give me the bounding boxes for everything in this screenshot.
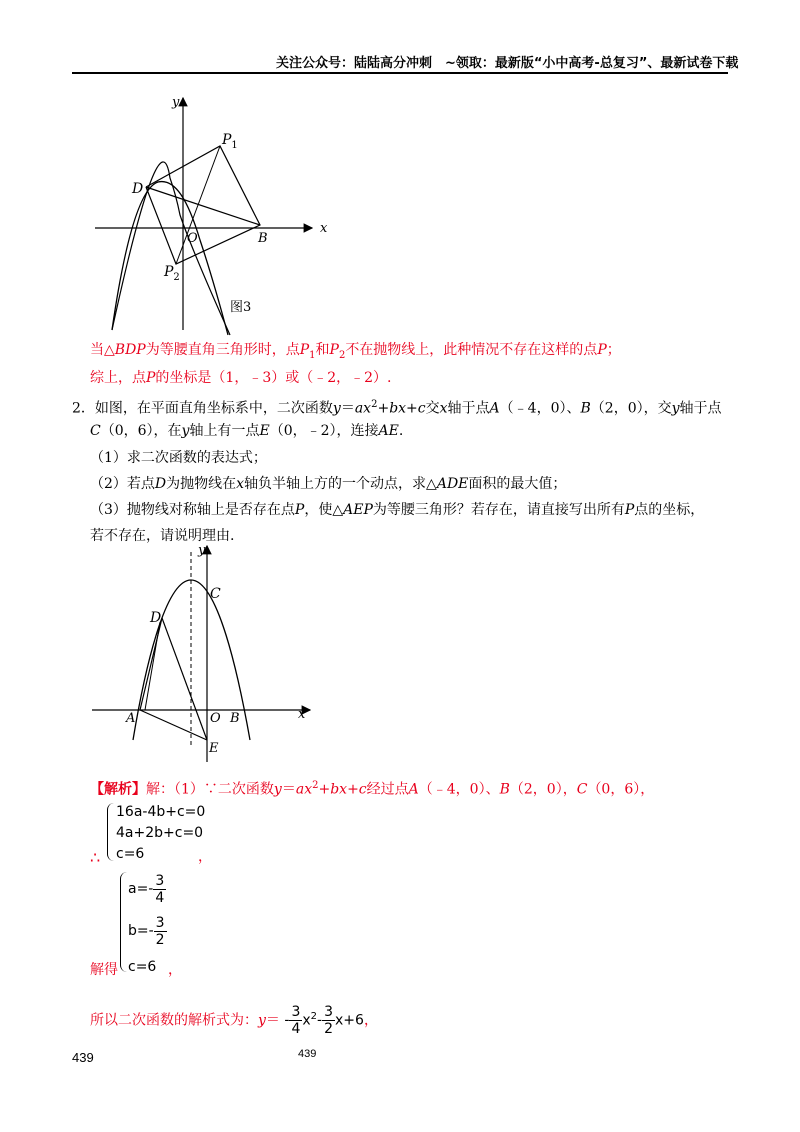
system1-comma: ， — [198, 849, 212, 865]
analysis-line1: 【解析】解：（1）∵二次函数$y=ax^2+bx+c$经过点A（﹣4，0）、B（2，0），C（0，6）， — [90, 780, 655, 798]
problem2-q3b: 若不存在，请说明理由. — [90, 528, 235, 544]
parabola — [112, 162, 230, 335]
solution1-line2: 综上，点P的坐标是（1，﹣3）或（﹣2，﹣2）. — [90, 370, 392, 386]
system2-b: b=- $\frac{3}{2}$ — [128, 914, 165, 948]
system2-a: a=- $\frac{3}{4}$ — [128, 872, 165, 906]
fig2-label-d: D — [150, 610, 162, 626]
fig1-label-o: O — [187, 231, 198, 246]
system1-eq2: 4a+2b+c=0 — [116, 825, 204, 841]
problem2-q2: （2）若点D为抛物线在x轴负半轴上方的一个动点，求△ADE面积的最大值； — [90, 476, 567, 492]
problem2-line1: 2．如图，在平面直角坐标系中，二次函数$y=ax^2+bx+c$交x轴于点A（﹣4，0）、B（2，0），交y轴于点 — [72, 399, 722, 417]
problem2-q1: （1）求二次函数的表达式； — [90, 450, 267, 466]
footer-page-number-center: 439 — [298, 1048, 317, 1060]
fig2-label-c: C — [210, 586, 221, 602]
figure-2 — [88, 540, 328, 765]
system2-comma: ， — [168, 962, 182, 978]
fig2-label-a: A — [126, 711, 136, 726]
fig2-label-o: O — [210, 711, 221, 726]
fig2-label-e: E — [209, 741, 219, 756]
solve-label: 解得 — [90, 962, 118, 978]
fig1-label-y: y — [172, 95, 180, 110]
figure-1 — [80, 90, 340, 340]
therefore-symbol: ∴ — [90, 848, 101, 867]
header-rule — [72, 72, 728, 74]
fig1-caption: 图3 — [230, 300, 252, 315]
fig1-label-d: D — [132, 181, 144, 197]
fig1-label-b: B — [258, 231, 268, 246]
square — [146, 146, 260, 264]
system1-eq1: 16a-4b+c=0 — [116, 804, 206, 820]
fig1-label-p1: $P_1$ — [222, 132, 238, 151]
system1-eq3: c=6 — [116, 846, 145, 862]
fig2-label-y: y — [198, 543, 206, 558]
system2-c: c=6 — [128, 959, 157, 975]
fig2-label-x: x — [298, 707, 306, 722]
fig1-label-p2: $P_2$ — [164, 264, 180, 283]
page-header: 关注公众号：陆陆高分冲刺 ~领取：最新版“小中高考-总复习”、最新试卷下载 — [276, 56, 739, 71]
problem2-line2: C（0，6），在y轴上有一点E（0，﹣2），连接AE. — [90, 423, 404, 439]
fig1-label-x: x — [320, 221, 328, 236]
footer-page-number-left: 439 — [72, 1050, 94, 1065]
final-line: 所以二次函数的解析式为：y＝ - $\frac{3}{4}$ $x^2-$ $\frac{3}{2}$ x+6， — [90, 1004, 378, 1038]
problem2-q3: （3）抛物线对称轴上是否存在点P，使△AEP为等腰三角形？若存在，请直接写出所有P点的坐标， — [90, 502, 705, 518]
fig2-label-b: B — [230, 711, 240, 726]
solution1-line1: 当△BDP为等腰直角三角形时，点$P_1$和$P_2$不在抛物线上，此种情况不存在这样的点P； — [90, 342, 621, 361]
system1-brace — [107, 803, 114, 861]
system2-brace — [120, 872, 127, 972]
